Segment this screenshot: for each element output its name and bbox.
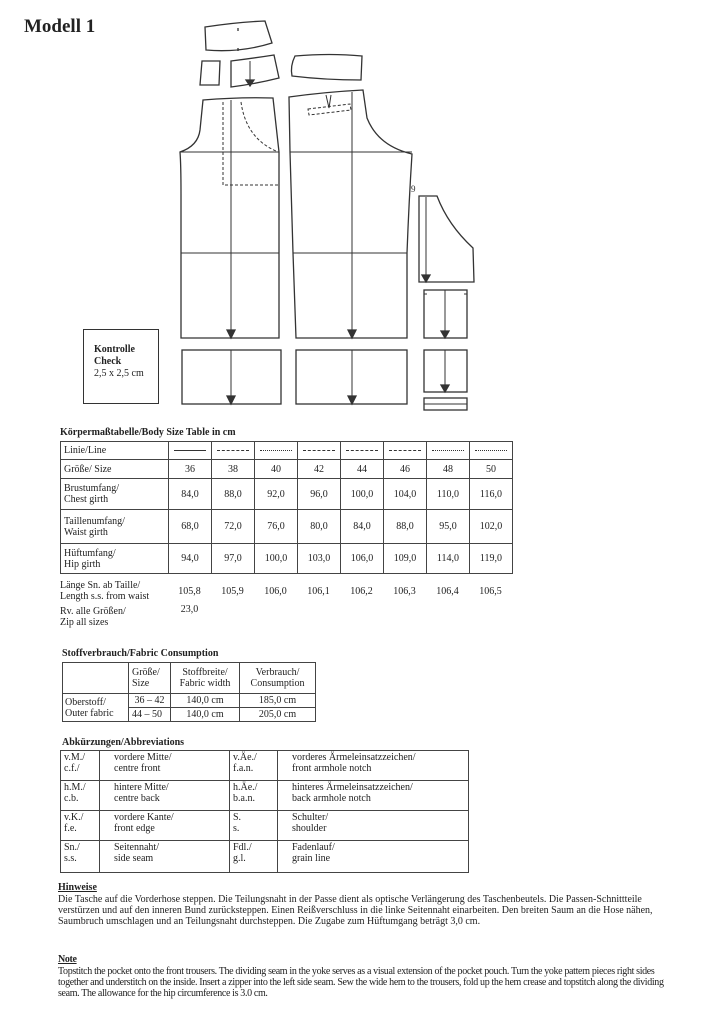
meaning-cell: Seitennaht/ side seam bbox=[100, 841, 230, 873]
meaning-cell: vordere Kante/ front edge bbox=[100, 811, 230, 841]
size-cell: 38 bbox=[212, 460, 255, 479]
abbr-table-heading: Abkürzungen/Abbreviations bbox=[62, 737, 185, 748]
size-cell: 44 bbox=[341, 460, 384, 479]
line-sample bbox=[389, 450, 421, 451]
line-sample bbox=[475, 450, 507, 451]
size-cell: 40 bbox=[255, 460, 298, 479]
value-cell: 116,0 bbox=[470, 479, 513, 510]
value-cell: 106,1 bbox=[307, 585, 330, 597]
back-trouser-piece bbox=[289, 90, 412, 338]
line-sample bbox=[346, 450, 378, 451]
yoke-small-piece bbox=[200, 61, 220, 85]
consumption-cell: 205,0 cm bbox=[240, 708, 316, 722]
fabric-header-row bbox=[63, 663, 316, 694]
hinweise-heading: Hinweise bbox=[58, 882, 97, 893]
pocket-facing-piece bbox=[231, 55, 279, 87]
size-cell: 44 – 50 bbox=[129, 708, 171, 722]
hinweise-text: Die Tasche auf die Vorderhose steppen. Die Teilungsnaht in der Passe dient als optische Verlängerung des Taschenbeutels. Die Passen-Schnittteile verstürzen und auf den inneren Bund zurücksteppen. Einen Reißverschluss in die linke Seitennaht einarbeiten. Den breiten Saum an die Hose nähen, Saumbruch umschlagen und an Teilungsnaht durchsteppen. Die Zugabe zum Hüftumgang beträgt 3,0 cm. bbox=[58, 894, 653, 927]
front-trouser-piece bbox=[180, 98, 279, 338]
value-cell: 96,0 bbox=[298, 479, 341, 510]
row-label: Hüftumfang/ Hip girth bbox=[61, 544, 169, 574]
pocket-bag-piece bbox=[419, 196, 474, 282]
size-cell: 46 bbox=[384, 460, 427, 479]
note-section bbox=[58, 954, 668, 999]
value-cell: 23,0 bbox=[180, 604, 199, 615]
value-cell: 88,0 bbox=[212, 479, 255, 510]
value-cell: 106,3 bbox=[393, 585, 416, 597]
chest-row bbox=[61, 479, 513, 510]
meaning-cell: Fadenlauf/ grain line bbox=[278, 841, 469, 873]
value-cell: 106,0 bbox=[341, 544, 384, 574]
abbreviations-table bbox=[60, 750, 469, 873]
value-cell: 94,0 bbox=[169, 544, 212, 574]
value-cell: 100,0 bbox=[341, 479, 384, 510]
value-cell: 105,9 bbox=[221, 585, 244, 597]
abbr-cell: Fdl./ g.l. bbox=[230, 841, 278, 873]
zip-row bbox=[60, 604, 512, 630]
size-cell: 50 bbox=[470, 460, 513, 479]
width-cell: 140,0 cm bbox=[171, 694, 240, 708]
line-sample bbox=[217, 450, 249, 451]
piece-number: 9 bbox=[411, 184, 416, 194]
length-table bbox=[60, 578, 512, 630]
abbr-cell: h.Äe./ b.a.n. bbox=[230, 781, 278, 811]
abbr-row bbox=[61, 841, 469, 873]
row-label: Brustumfang/ Chest girth bbox=[61, 479, 169, 510]
abbr-cell: S. s. bbox=[230, 811, 278, 841]
header-width: Stoffbreite/ Fabric width bbox=[171, 663, 240, 694]
value-cell: 92,0 bbox=[255, 479, 298, 510]
meaning-cell: vorderes Ärmeleinsatzzeichen/ front armhole notch bbox=[278, 751, 469, 781]
value-cell: 88,0 bbox=[384, 510, 427, 544]
size-cell: 42 bbox=[298, 460, 341, 479]
line-sample bbox=[432, 450, 464, 451]
meaning-cell: vordere Mitte/ centre front bbox=[100, 751, 230, 781]
hinweise-section bbox=[58, 882, 668, 927]
value-cell: 106,0 bbox=[264, 585, 287, 597]
value-cell: 68,0 bbox=[169, 510, 212, 544]
check-square bbox=[83, 329, 159, 404]
length-row bbox=[60, 578, 512, 604]
abbr-row bbox=[61, 781, 469, 811]
value-cell: 100,0 bbox=[255, 544, 298, 574]
value-cell: 104,0 bbox=[384, 479, 427, 510]
value-cell: 105,8 bbox=[178, 585, 201, 597]
size-cell: 48 bbox=[427, 460, 470, 479]
value-cell: 76,0 bbox=[255, 510, 298, 544]
body-size-table bbox=[60, 441, 513, 574]
note-heading: Note bbox=[58, 954, 77, 965]
value-cell: 119,0 bbox=[470, 544, 513, 574]
line-row bbox=[61, 442, 513, 460]
line-label: Linie/Line bbox=[61, 442, 169, 460]
page-title: Modell 1 bbox=[24, 16, 96, 37]
value-cell: 97,0 bbox=[212, 544, 255, 574]
row-label: Länge Sn. ab Taille/ Length s.s. from waist bbox=[60, 580, 150, 602]
value-cell: 106,4 bbox=[436, 585, 459, 597]
front-yoke-piece bbox=[205, 21, 272, 51]
size-cell: 36 – 42 bbox=[129, 694, 171, 708]
value-cell: 106,5 bbox=[479, 585, 502, 597]
fabric-label: Oberstoff/ Outer fabric bbox=[63, 694, 129, 722]
fabric-table bbox=[62, 662, 316, 722]
abbr-cell: h.M./ c.b. bbox=[61, 781, 100, 811]
value-cell: 106,2 bbox=[350, 585, 373, 597]
fabric-row bbox=[63, 694, 316, 708]
size-row bbox=[61, 460, 513, 479]
row-label: Taillenumfang/ Waist girth bbox=[61, 510, 169, 544]
meaning-cell: Schulter/ shoulder bbox=[278, 811, 469, 841]
value-cell: 109,0 bbox=[384, 544, 427, 574]
value-cell: 102,0 bbox=[470, 510, 513, 544]
meaning-cell: hinteres Ärmeleinsatzzeichen/ back armhole notch bbox=[278, 781, 469, 811]
abbr-cell: v.K./ f.e. bbox=[61, 811, 100, 841]
abbr-row bbox=[61, 751, 469, 781]
value-cell: 114,0 bbox=[427, 544, 470, 574]
check-label-de: Kontrolle bbox=[94, 344, 135, 355]
value-cell: 103,0 bbox=[298, 544, 341, 574]
waist-row bbox=[61, 510, 513, 544]
value-cell: 84,0 bbox=[341, 510, 384, 544]
abbr-row bbox=[61, 811, 469, 841]
value-cell: 110,0 bbox=[427, 479, 470, 510]
size-cell: 36 bbox=[169, 460, 212, 479]
abbr-cell: v.Äe./ f.a.n. bbox=[230, 751, 278, 781]
header-consumption: Verbrauch/ Consumption bbox=[240, 663, 316, 694]
line-sample bbox=[260, 450, 292, 451]
abbr-cell: Sn./ s.s. bbox=[61, 841, 100, 873]
value-cell: 84,0 bbox=[169, 479, 212, 510]
meaning-cell: hintere Mitte/ centre back bbox=[100, 781, 230, 811]
row-label: Rv. alle Größen/ Zip all sizes bbox=[60, 606, 126, 628]
check-size: 2,5 x 2,5 cm bbox=[94, 368, 144, 379]
value-cell: 95,0 bbox=[427, 510, 470, 544]
line-sample bbox=[174, 450, 206, 451]
note-text: Topstitch the pocket onto the front trousers. The dividing seam in the yoke serves as a visual extension of the pocket pouch. Turn the yoke pattern pieces right sides together and understitch on the inside. Insert a zipper into the left side seam. Sew the wide hem to the trousers, fold up the hem crease and topstitch along the dividing seam. The allowance for the hip circumference is 3.0 cm. bbox=[58, 966, 664, 999]
consumption-cell: 185,0 cm bbox=[240, 694, 316, 708]
header-size: Größe/ Size bbox=[129, 663, 171, 694]
width-cell: 140,0 cm bbox=[171, 708, 240, 722]
hip-row bbox=[61, 544, 513, 574]
back-yoke-piece bbox=[291, 55, 362, 81]
check-label-en: Check bbox=[94, 356, 122, 367]
fabric-table-heading: Stoffverbrauch/Fabric Consumption bbox=[62, 648, 219, 659]
abbr-cell: v.M./ c.f./ bbox=[61, 751, 100, 781]
value-cell: 80,0 bbox=[298, 510, 341, 544]
size-label: Größe/ Size bbox=[61, 460, 169, 479]
body-table-heading: Körpermaßtabelle/Body Size Table in cm bbox=[60, 427, 236, 438]
value-cell: 72,0 bbox=[212, 510, 255, 544]
line-sample bbox=[303, 450, 335, 451]
